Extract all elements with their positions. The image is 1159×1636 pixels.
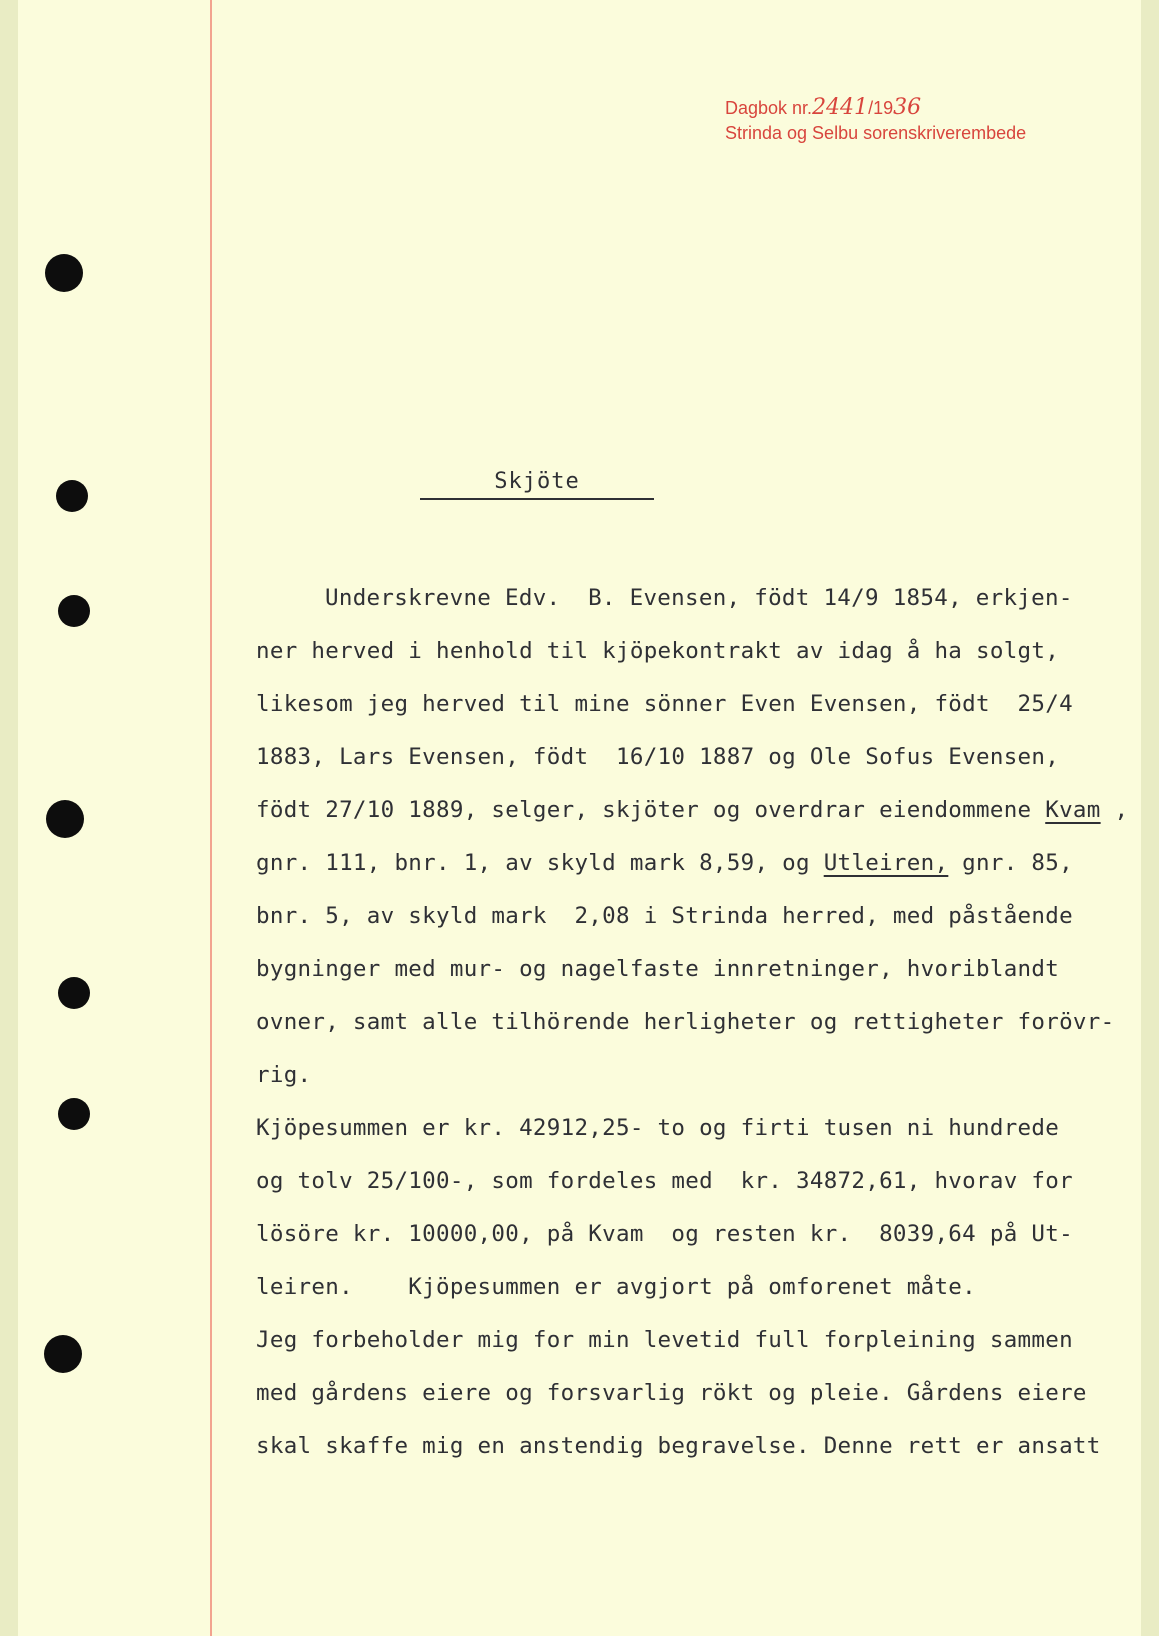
right-paper-edge bbox=[1141, 0, 1159, 1636]
body-text: gnr. 111, bnr. 1, av skyld mark 8,59, og bbox=[256, 850, 824, 876]
journal-stamp-number: Dagbok nr.2441/1936 bbox=[725, 95, 922, 120]
body-text: rig. bbox=[256, 1062, 312, 1088]
body-line bbox=[256, 1115, 1059, 1141]
body-line bbox=[256, 797, 1128, 823]
body-text: leiren. Kjöpesummen er avgjort på omforenet måte. bbox=[256, 1274, 976, 1300]
punch-hole-icon bbox=[45, 254, 83, 292]
body-text: 1883, Lars Evensen, födt 16/10 1887 og Ole Sofus Evensen, bbox=[256, 744, 1060, 770]
body-text: bnr. 5, av skyld mark 2,08 i Strinda herred, med påstående bbox=[256, 903, 1073, 929]
journal-number-handwritten: 2441 bbox=[812, 95, 869, 120]
body-text: ovner, samt alle tilhörende herligheter og rettigheter forövr- bbox=[256, 1009, 1115, 1035]
punch-hole-icon bbox=[58, 1098, 90, 1130]
body-line bbox=[256, 691, 1073, 717]
property-name-underlined: Kvam bbox=[1045, 797, 1101, 823]
body-text: likesom jeg herved til mine sönner Even Evensen, födt 25/4 bbox=[256, 691, 1073, 717]
body-line bbox=[256, 1009, 1114, 1035]
body-text: bygninger med mur- og nagelfaste innretninger, hvoriblandt bbox=[256, 956, 1060, 982]
body-line bbox=[256, 903, 1073, 929]
journal-stamp-office: Strinda og Selbu sorenskriverembede bbox=[725, 123, 1027, 143]
document-title: Skjöte bbox=[420, 469, 654, 500]
body-line bbox=[256, 1433, 1101, 1459]
body-line bbox=[325, 585, 1073, 611]
punch-hole-icon bbox=[58, 977, 90, 1009]
punch-hole-icon bbox=[58, 595, 90, 627]
punch-hole-icon bbox=[46, 800, 84, 838]
body-text: lösöre kr. 10000,00, på Kvam og resten kr. 8039,64 på Ut- bbox=[256, 1221, 1073, 1247]
body-text: ner herved i henhold til kjöpekontrakt av idag å ha solgt, bbox=[256, 638, 1060, 664]
body-line bbox=[256, 1062, 311, 1088]
body-text: gnr. 85, bbox=[948, 850, 1073, 876]
body-text: Underskrevne Edv. B. Evensen, födt 14/9 1854, erkjen- bbox=[325, 585, 1073, 611]
property-name-underlined: Utleiren, bbox=[823, 850, 949, 876]
body-text: skal skaffe mig en anstendig begravelse. Denne rett er ansatt bbox=[256, 1433, 1101, 1459]
body-text: , bbox=[1100, 797, 1129, 823]
body-line bbox=[256, 1168, 1073, 1194]
body-text: Jeg forbeholder mig for min levetid full forpleining sammen bbox=[256, 1327, 1073, 1353]
body-line bbox=[256, 956, 1059, 982]
body-line bbox=[256, 744, 1059, 770]
body-line bbox=[256, 1221, 1073, 1247]
body-text: og tolv 25/100-, som fordeles med kr. 34872,61, hvorav for bbox=[256, 1168, 1073, 1194]
left-paper-edge bbox=[0, 0, 18, 1636]
body-text: Kjöpesummen er kr. 42912,25- to og firti tusen ni hundrede bbox=[256, 1115, 1060, 1141]
body-line bbox=[256, 1380, 1087, 1406]
body-line bbox=[256, 850, 1073, 876]
journal-year-handwritten: 36 bbox=[893, 95, 922, 120]
margin-rule bbox=[210, 0, 212, 1636]
body-text: med gårdens eiere og forsvarlig rökt og pleie. Gårdens eiere bbox=[256, 1380, 1087, 1406]
body-line bbox=[256, 638, 1059, 664]
body-line bbox=[256, 1274, 976, 1300]
punch-hole-icon bbox=[44, 1335, 82, 1373]
body-line bbox=[256, 1327, 1073, 1353]
punch-hole-icon bbox=[56, 480, 88, 512]
body-text: födt 27/10 1889, selger, skjöter og overdrar eiendommene bbox=[256, 797, 1046, 823]
